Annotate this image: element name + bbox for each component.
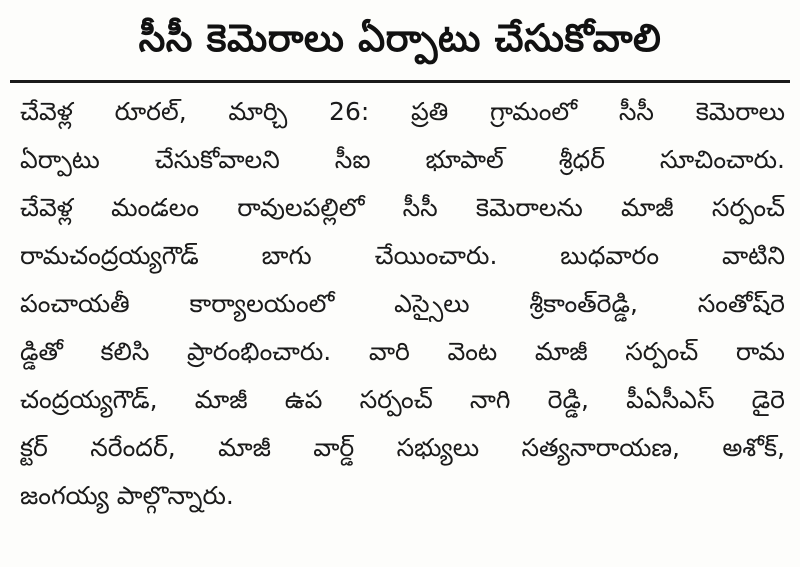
article-line: చేవెళ్ల రూరల్, మార్చి 26: ప్రతి గ్రామంలో సీసీ కెమెరాలు (20, 97, 785, 126)
article-line: ఏర్పాటు చేసుకోవాలని సీఐ భూపాల్ శ్రీధర్ సూచించారు. (20, 145, 785, 174)
headline-divider (10, 80, 790, 83)
article-line: చంద్రయ్యగౌడ్, మాజీ ఉప సర్పంచ్ నాగి రెడ్డి, పీఏసీఎస్ డైరె (20, 385, 785, 414)
article-line: క్టర్ నరేందర్, మాజీ వార్డ్ సభ్యులు సత్యనారాయణ, అశోక్, (20, 433, 785, 462)
article-headline: సీసీ కెమెరాలు ఏర్పాటు చేసుకోవాలి (138, 16, 662, 60)
article-line: డ్డితో కలిసి ప్రారంభించారు. వారి వెంట మాజీ సర్పంచ్ రామ (20, 337, 785, 366)
article-line: జంగయ్య పాల్గొన్నారు. (20, 481, 234, 510)
article-line: పంచాయతీ కార్యాలయంలో ఎస్సైలు శ్రీకాంత్‌రెడ్డి, సంతోష్‌రె (20, 289, 785, 318)
article-line: చేవెళ్ల మండలం రావులపల్లిలో సీసీ కెమెరాలను మాజీ సర్పంచ్ (20, 193, 785, 222)
article-body (20, 88, 785, 520)
article-line: రామచంద్రయ్యగౌడ్ బాగు చేయించారు. బుధవారం వాటిని (20, 241, 785, 270)
